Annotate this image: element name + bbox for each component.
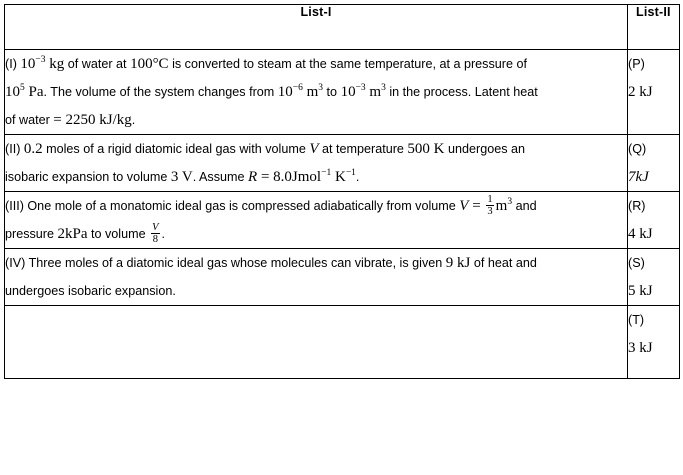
match-the-list-table [4,4,680,379]
item-2-math-volume-v: V [309,141,319,157]
list1-cell-item-3 [5,192,628,249]
item-1-math-vol-initial: $10^{-6}$ $m^3$ [277,83,324,100]
item-3-text-d: to volume [87,227,150,241]
item-1-text-f: of water [5,113,54,127]
item-3-math-equals: = [468,198,485,214]
list2-tag-p: (P) [628,57,645,71]
list2-cell-item-t [628,306,680,379]
column-header-list1: List-I [5,5,628,50]
list1-cell-item-2 [5,135,628,192]
item-1-text-b: is converted to steam at the same temperature, at a pressure of [168,57,527,71]
table-row [5,249,680,306]
list2-cell-item-q [628,135,680,192]
item-2-text-e: . Assume [192,170,249,184]
list2-tag-q: (Q) [628,142,647,156]
item-3-text-b: and [512,199,537,213]
item-1-text-e: in the process. Latent heat [385,85,538,99]
list1-item-4-line-2 [5,277,627,305]
list1-item-4-line-1 [5,249,627,277]
column-header-list2: List-II [628,5,680,50]
item-4-math-heat: 9 kJ [445,255,471,271]
item-3-text-c: pressure [5,227,58,241]
item-3-text-a: One mole of a monatomic ideal gas is compressed adiabatically from volume [27,199,460,213]
item-4-text-a: Three moles of a diatomic ideal gas whose molecules can vibrate, is given [28,256,446,270]
item-3-fraction-one-third: $\frac{1}{3}$ [487,193,493,218]
list2-cell-item-p [628,50,680,135]
list1-cell-item-1 [5,50,628,135]
item-1-math-pressure: $10^5$ Pa [5,83,44,100]
list1-item-3-line-2 [5,220,627,248]
item-2-math-volume-3v: 3 V [170,169,193,185]
item-3-text-e: . [161,227,166,241]
list1-item-1-line-3 [5,106,627,134]
item-1-math-mass: $10^{-3}$ kg [20,55,65,72]
table-header-row [5,5,680,50]
item-2-text-b: at temperature [318,142,408,156]
item-1-text-a: of water at [64,57,131,71]
item-1-math-vol-final: $10^{-3}$ $m^3$ [340,83,386,100]
item-3-fraction-v-over-8: $\frac{V}{8}$ [152,221,159,246]
item-1-text-c: . The volume of the system changes from [43,85,278,99]
item-1-math-temp: 100°C [130,56,169,72]
item-3-math-volume-v: V [459,198,469,214]
item-4-text-b: of heat and [470,256,537,270]
table-row [5,135,680,192]
item-1-text-g: . [131,113,136,127]
table-row [5,50,680,135]
list2-tag-t: (T) [628,313,645,327]
item-2-text-a: moles of a rigid diatomic ideal gas with volume [42,142,310,156]
item-2-math-temperature: 500 K [407,141,445,157]
item-1-math-latent-heat: = 2250 kJ/kg [53,112,132,128]
list1-item-3-line-1 [5,192,627,220]
item-2-label: (II) [5,142,24,156]
list2-value-q: 7kJ [628,169,649,185]
list1-item-2-line-2 [5,163,627,191]
list2-value-r: 4 kJ [628,226,653,242]
item-1-text-d: to [323,85,341,99]
item-3-math-unit-m3: $m^3$ [495,197,513,214]
list1-item-1-line-1 [5,50,627,78]
table-row [5,192,680,249]
list2-cell-item-r [628,192,680,249]
item-2-text-f: . [355,170,360,184]
table-row [5,306,680,379]
list2-tag-r: (R) [628,199,646,213]
item-3-label: (III) [5,199,28,213]
list2-value-p: 2 kJ [628,84,653,100]
item-4-text-c: undergoes isobaric expansion. [5,284,176,298]
item-1-label: (I) [5,57,21,71]
list1-cell-empty [5,306,628,379]
item-2-text-d: isobaric expansion to volume [5,170,171,184]
list1-item-2-line-1 [5,135,627,163]
list1-item-1-line-2 [5,78,627,106]
item-3-math-pressure: 2kPa [57,226,88,242]
list2-tag-s: (S) [628,256,645,270]
list2-value-t: 3 kJ [628,340,653,356]
list2-value-s: 5 kJ [628,283,653,299]
item-4-label: (IV) [5,256,29,270]
item-2-math-gas-constant: R = 8.0Jmol$^{-1}$ $K^{-1}$ [248,168,356,185]
list1-cell-item-4 [5,249,628,306]
item-2-text-c: undergoes an [444,142,526,156]
item-2-math-moles: 0.2 [23,141,43,157]
list2-cell-item-s [628,249,680,306]
